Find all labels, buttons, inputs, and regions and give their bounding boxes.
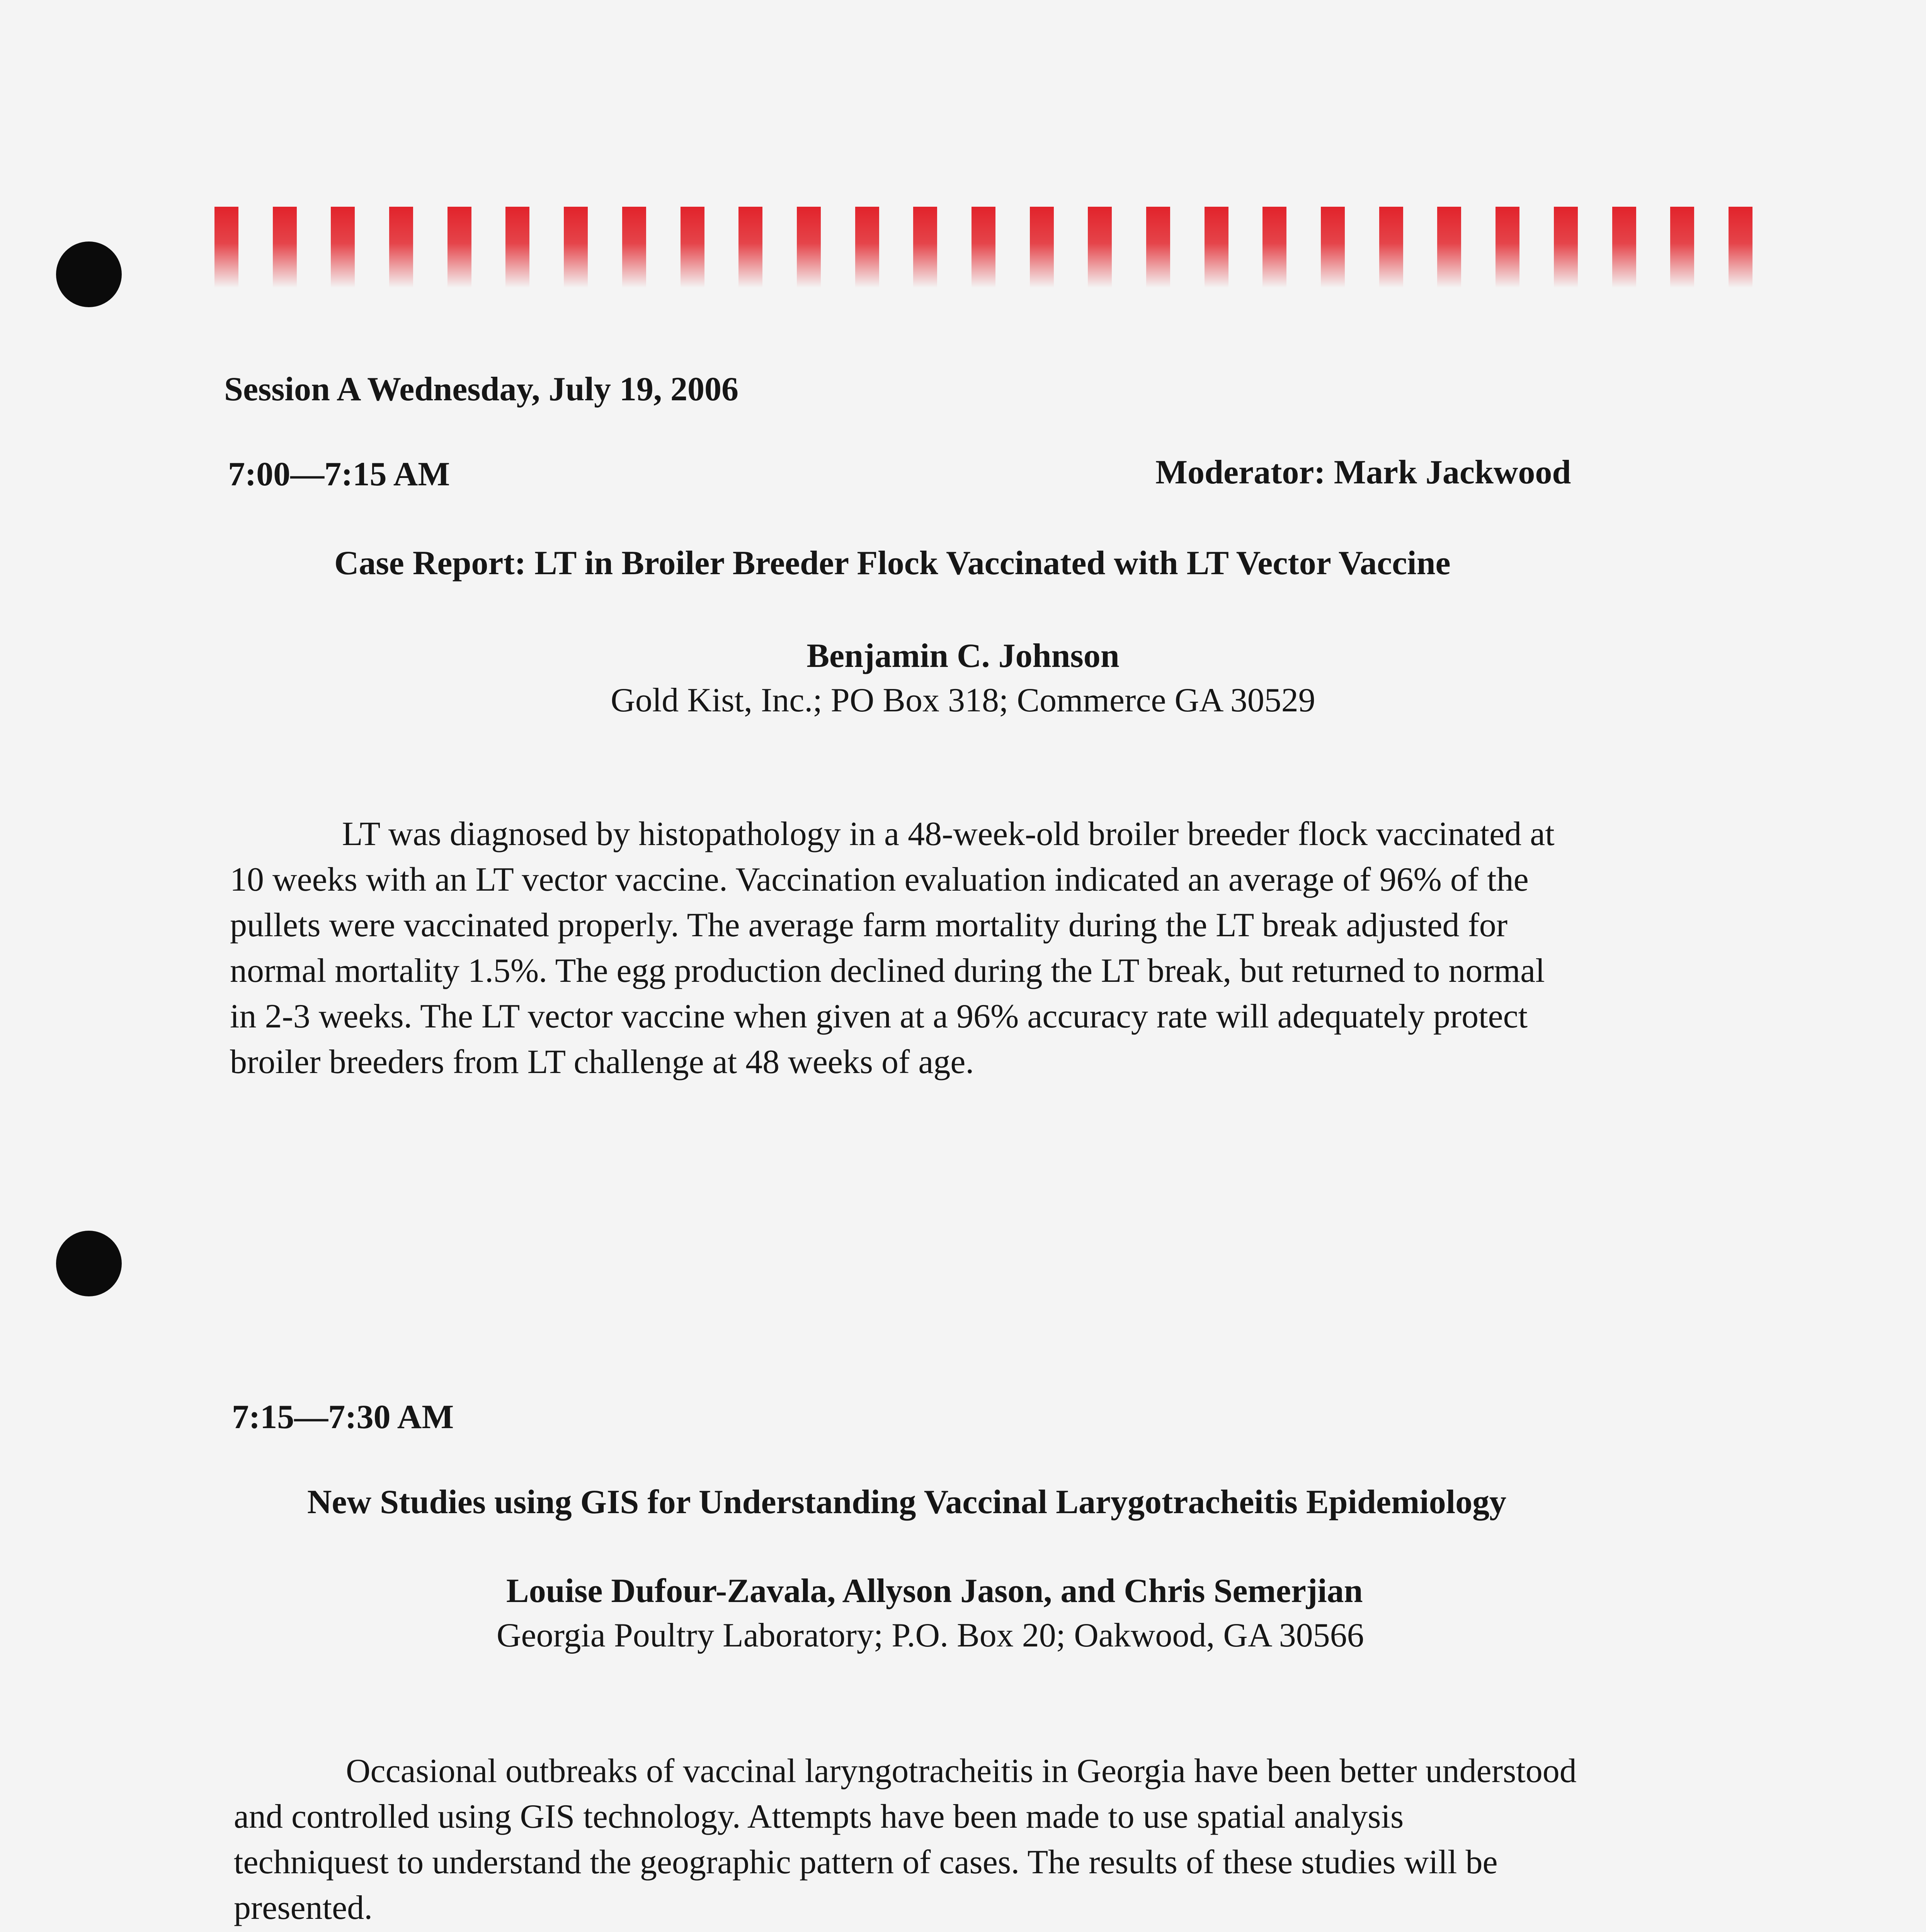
banner-stripe [389, 207, 413, 288]
abstract-line: broiler breeders from LT challenge at 48 weeks of age. [230, 1043, 974, 1081]
decorative-stripe-banner [214, 207, 1752, 292]
session-header: Session A Wednesday, July 19, 2006 [224, 371, 738, 408]
abstract-line: LT was diagnosed by histopathology in a 48-week-old broiler breeder flock vaccinated at [342, 815, 1555, 853]
banner-stripe [797, 207, 821, 288]
talk1-author: Benjamin C. Johnson [806, 637, 1120, 675]
abstract-line: pullets were vaccinated properly. The average farm mortality during the LT break adjusted for [230, 906, 1508, 944]
banner-stripe [1205, 207, 1228, 288]
banner-stripe [1670, 207, 1694, 288]
talk2-abstract [234, 1748, 1577, 1931]
banner-stripe [622, 207, 646, 288]
talk1-moderator: Moderator: Mark Jackwood [1155, 454, 1571, 491]
binder-hole-middle [56, 1231, 122, 1296]
abstract-line: Occasional outbreaks of vaccinal laryngotracheitis in Georgia have been better understood [346, 1752, 1577, 1790]
banner-stripe [1262, 207, 1286, 288]
abstract-line: in 2-3 weeks. The LT vector vaccine when given at a 96% accuracy rate will adequately protect [230, 998, 1528, 1035]
abstract-line: techniquest to understand the geographic pattern of cases. The results of these studies will be [234, 1844, 1498, 1881]
abstract-line: and controlled using GIS technology. Attempts have been made to use spatial analysis [234, 1798, 1404, 1835]
banner-stripe [447, 207, 471, 288]
banner-stripe [738, 207, 762, 288]
talk2-title: New Studies using GIS for Understanding Vaccinal Larygotracheitis Epidemiology [307, 1483, 1507, 1521]
banner-stripe [1030, 207, 1054, 288]
banner-stripe [855, 207, 879, 288]
banner-stripe [1321, 207, 1345, 288]
banner-stripe [331, 207, 355, 288]
binder-hole-top [56, 242, 122, 307]
banner-stripe [1379, 207, 1403, 288]
banner-stripe [972, 207, 995, 288]
banner-stripe [273, 207, 297, 288]
banner-stripe [505, 207, 529, 288]
banner-stripe [1437, 207, 1461, 288]
talk2-authors: Louise Dufour-Zavala, Allyson Jason, and Chris Semerjian [506, 1572, 1363, 1610]
banner-stripe [1146, 207, 1170, 288]
talk1-time: 7:00—7:15 AM [228, 456, 450, 493]
banner-stripe [1554, 207, 1578, 288]
talk1-abstract [230, 811, 1555, 1085]
abstract-line: normal mortality 1.5%. The egg production declined during the LT break, but returned to normal [230, 952, 1545, 990]
talk2-affiliation: Georgia Poultry Laboratory; P.O. Box 20; Oakwood, GA 30566 [497, 1617, 1364, 1654]
talk2-time: 7:15—7:30 AM [232, 1398, 454, 1436]
banner-stripe [913, 207, 937, 288]
banner-stripe [1612, 207, 1636, 288]
talk1-affiliation: Gold Kist, Inc.; PO Box 318; Commerce GA 30529 [611, 682, 1315, 719]
banner-stripe [1088, 207, 1112, 288]
banner-stripe [564, 207, 588, 288]
talk1-title: Case Report: LT in Broiler Breeder Flock Vaccinated with LT Vector Vaccine [334, 544, 1451, 582]
banner-stripe [681, 207, 704, 288]
abstract-line: 10 weeks with an LT vector vaccine. Vaccination evaluation indicated an average of 96% of the [230, 861, 1529, 898]
banner-stripe [214, 207, 238, 288]
abstract-line: presented. [234, 1889, 373, 1927]
banner-stripe [1496, 207, 1519, 288]
banner-stripe [1729, 207, 1752, 288]
